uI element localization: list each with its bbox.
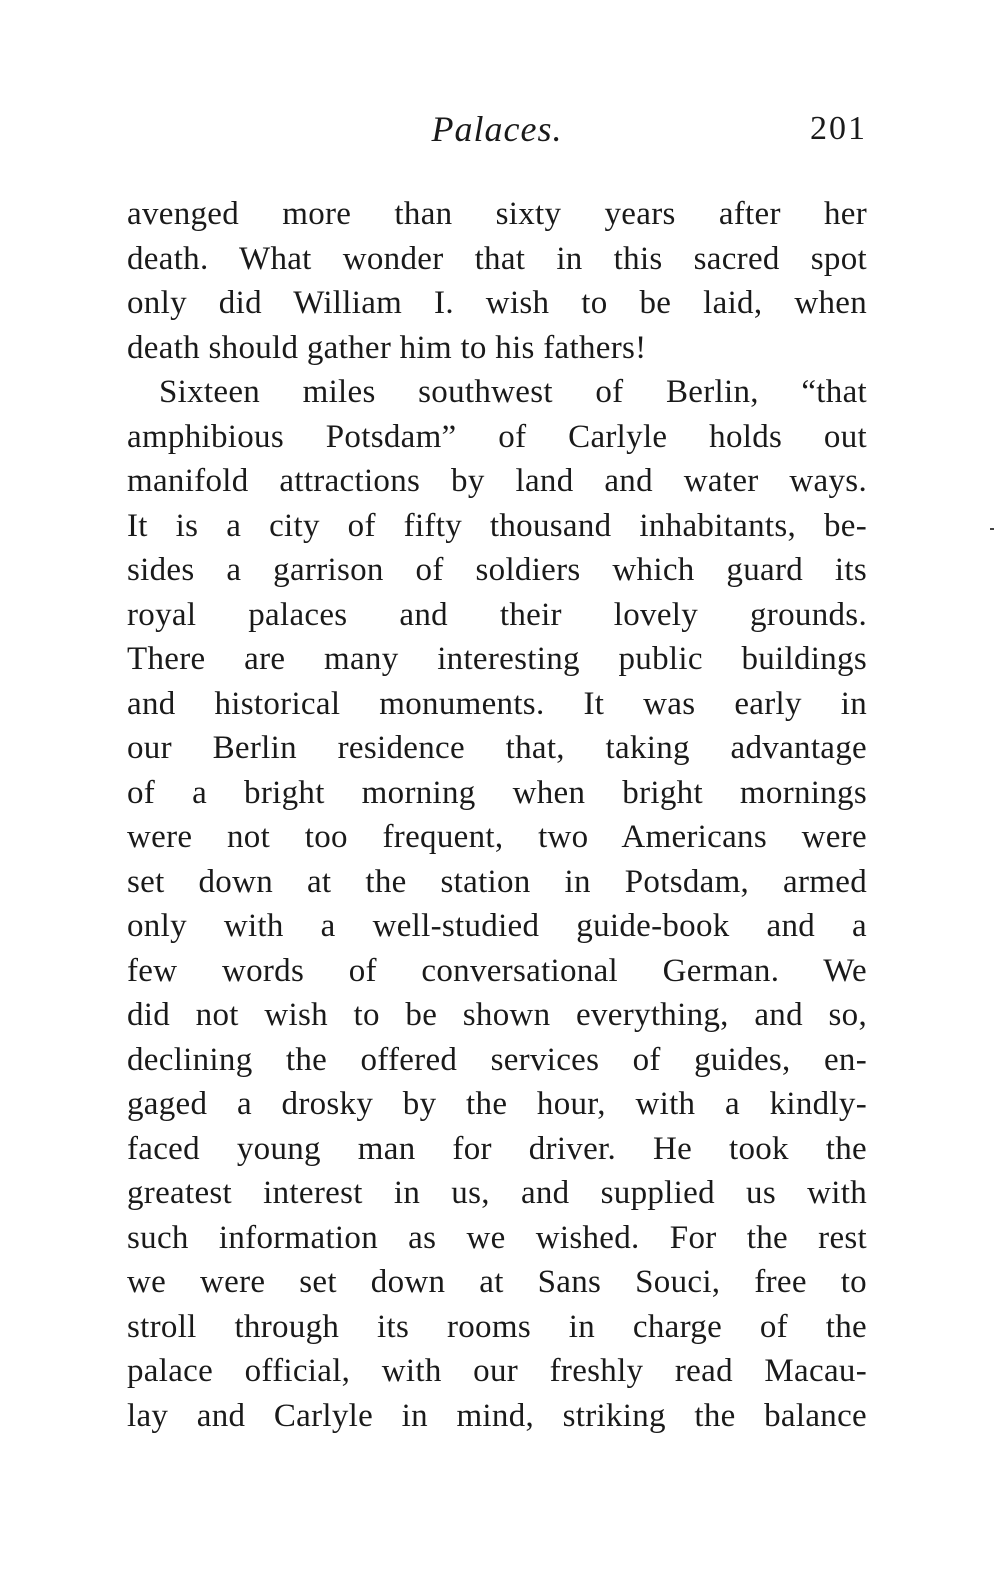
text-line: sides a garrison of soldiers which guard its — [127, 552, 867, 588]
text-line: only did William I. wish to be laid, when — [127, 285, 867, 321]
text-line: faced young man for driver. He took the — [127, 1130, 867, 1167]
text-line: declining the offered services of guides, en- — [127, 1041, 867, 1078]
text-line: death. What wonder that in this sacred spot — [127, 240, 867, 277]
text-line: stroll through its rooms in charge of the — [127, 1308, 867, 1345]
text-line: avenged more than sixty years after her — [127, 196, 867, 232]
text-line: manifold attractions by land and water ways. — [127, 463, 867, 499]
running-head — [127, 104, 867, 154]
text-line: our Berlin residence that, taking advantage — [127, 730, 867, 766]
text-line: royal palaces and their lovely grounds. — [127, 596, 867, 633]
text-line: of a bright morning when bright mornings — [127, 774, 867, 811]
text-line: amphibious Potsdam” of Carlyle holds out — [127, 418, 867, 455]
paragraph-end-line: death should gather him to his fathers! — [127, 329, 647, 366]
body-text — [127, 192, 867, 1438]
text-line: It is a city of fifty thousand inhabitants, be- — [127, 507, 867, 544]
text-line: and historical monuments. It was early in — [127, 685, 867, 722]
text-line: such information as we wished. For the rest — [127, 1219, 867, 1256]
text-line: set down at the station in Potsdam, armed — [127, 863, 867, 900]
margin-mark — [990, 528, 994, 530]
paragraph-start-line: Sixteen miles southwest of Berlin, “that — [159, 374, 867, 410]
text-line: did not wish to be shown everything, and so, — [127, 997, 867, 1033]
text-line: There are many interesting public buildings — [127, 641, 867, 677]
text-line: greatest interest in us, and supplied us with — [127, 1175, 867, 1211]
text-line: lay and Carlyle in mind, striking the balance — [127, 1397, 867, 1434]
page-number: 201 — [810, 110, 867, 147]
text-line: only with a well-studied guide-book and a — [127, 908, 867, 944]
text-line: gaged a drosky by the hour, with a kindly- — [127, 1086, 867, 1122]
text-line: palace official, with our freshly read Macau- — [127, 1353, 867, 1389]
running-title: Palaces. — [431, 109, 563, 149]
text-line: we were set down at Sans Souci, free to — [127, 1264, 867, 1300]
text-line: few words of conversational German. We — [127, 952, 867, 989]
text-line: were not too frequent, two Americans were — [127, 819, 867, 855]
